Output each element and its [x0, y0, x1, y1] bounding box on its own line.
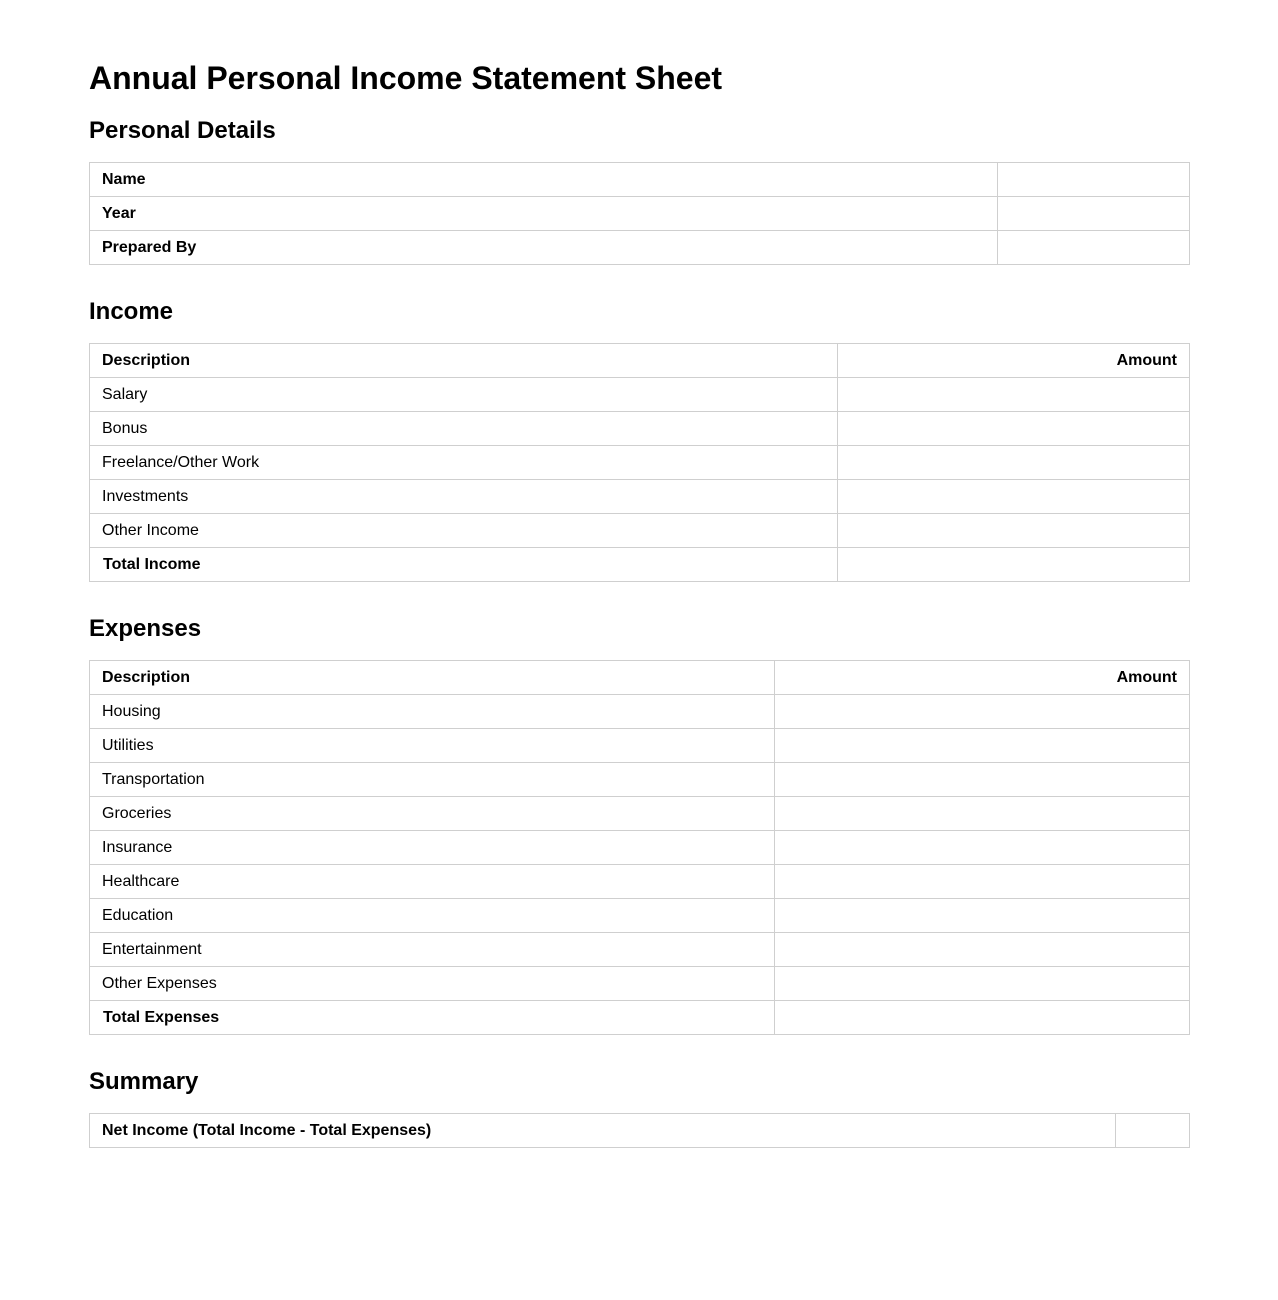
expense-amount-cell[interactable] [775, 763, 1190, 797]
expenses-table [89, 660, 1190, 1035]
expense-amount-cell[interactable] [775, 933, 1190, 967]
income-section [89, 298, 1189, 582]
table-row [90, 197, 1190, 231]
income-row-label: Bonus [90, 412, 838, 446]
income-row-label: Investments [90, 480, 838, 514]
income-row-label: Salary [90, 378, 838, 412]
total-income-row [90, 548, 1190, 582]
table-row [90, 695, 1190, 729]
table-row [90, 831, 1190, 865]
total-income-cell[interactable] [838, 548, 1190, 582]
name-label: Name [90, 163, 998, 197]
income-amount-cell[interactable] [838, 480, 1190, 514]
income-heading: Income [89, 298, 174, 325]
expense-row-label: Education [90, 899, 775, 933]
total-income-label: Total Income [90, 548, 838, 582]
expense-amount-cell[interactable] [775, 831, 1190, 865]
table-row [90, 231, 1190, 265]
summary-table [89, 1113, 1190, 1148]
personal-details-table [89, 162, 1190, 265]
expense-row-label: Healthcare [90, 865, 775, 899]
prepared-by-value-cell[interactable] [998, 231, 1190, 265]
income-amount-cell[interactable] [838, 412, 1190, 446]
net-income-value-cell[interactable] [1116, 1114, 1190, 1148]
expense-amount-cell[interactable] [775, 967, 1190, 1001]
income-amount-cell[interactable] [838, 446, 1190, 480]
expense-amount-cell[interactable] [775, 797, 1190, 831]
net-income-row [90, 1114, 1190, 1148]
table-row [90, 378, 1190, 412]
expense-row-label: Groceries [90, 797, 775, 831]
table-row [90, 933, 1190, 967]
expense-amount-cell[interactable] [775, 899, 1190, 933]
table-header-row [90, 344, 1190, 378]
income-description-header: Description [90, 344, 838, 378]
table-row [90, 446, 1190, 480]
expense-row-label: Other Expenses [90, 967, 775, 1001]
expense-amount-cell[interactable] [775, 695, 1190, 729]
expense-row-label: Transportation [90, 763, 775, 797]
page-title: Annual Personal Income Statement Sheet [89, 60, 723, 96]
table-row [90, 480, 1190, 514]
expense-row-label: Entertainment [90, 933, 775, 967]
table-header-row [90, 661, 1190, 695]
expense-row-label: Insurance [90, 831, 775, 865]
net-income-label: Net Income (Total Income - Total Expenses) [90, 1114, 1116, 1148]
table-row [90, 163, 1190, 197]
table-row [90, 514, 1190, 548]
income-table [89, 343, 1190, 582]
total-expenses-label: Total Expenses [90, 1001, 775, 1035]
expense-row-label: Utilities [90, 729, 775, 763]
table-row [90, 865, 1190, 899]
total-expenses-row [90, 1001, 1190, 1035]
income-row-label: Other Income [90, 514, 838, 548]
expense-amount-cell[interactable] [775, 729, 1190, 763]
expenses-heading: Expenses [89, 615, 202, 642]
table-row [90, 797, 1190, 831]
year-value-cell[interactable] [998, 197, 1190, 231]
income-amount-header: Amount [838, 344, 1190, 378]
table-row [90, 729, 1190, 763]
expenses-section [89, 615, 1189, 1035]
table-row [90, 412, 1190, 446]
year-label: Year [90, 197, 998, 231]
expenses-description-header: Description [90, 661, 775, 695]
table-row [90, 967, 1190, 1001]
income-amount-cell[interactable] [838, 514, 1190, 548]
summary-heading: Summary [89, 1068, 199, 1095]
table-row [90, 763, 1190, 797]
name-value-cell[interactable] [998, 163, 1190, 197]
income-row-label: Freelance/Other Work [90, 446, 838, 480]
income-amount-cell[interactable] [838, 378, 1190, 412]
personal-details-section [89, 117, 1189, 265]
prepared-by-label: Prepared By [90, 231, 998, 265]
table-row [90, 899, 1190, 933]
personal-details-heading: Personal Details [89, 117, 276, 144]
summary-section [89, 1068, 1189, 1148]
expense-amount-cell[interactable] [775, 865, 1190, 899]
expenses-amount-header: Amount [775, 661, 1190, 695]
expense-row-label: Housing [90, 695, 775, 729]
total-expenses-cell[interactable] [775, 1001, 1190, 1035]
